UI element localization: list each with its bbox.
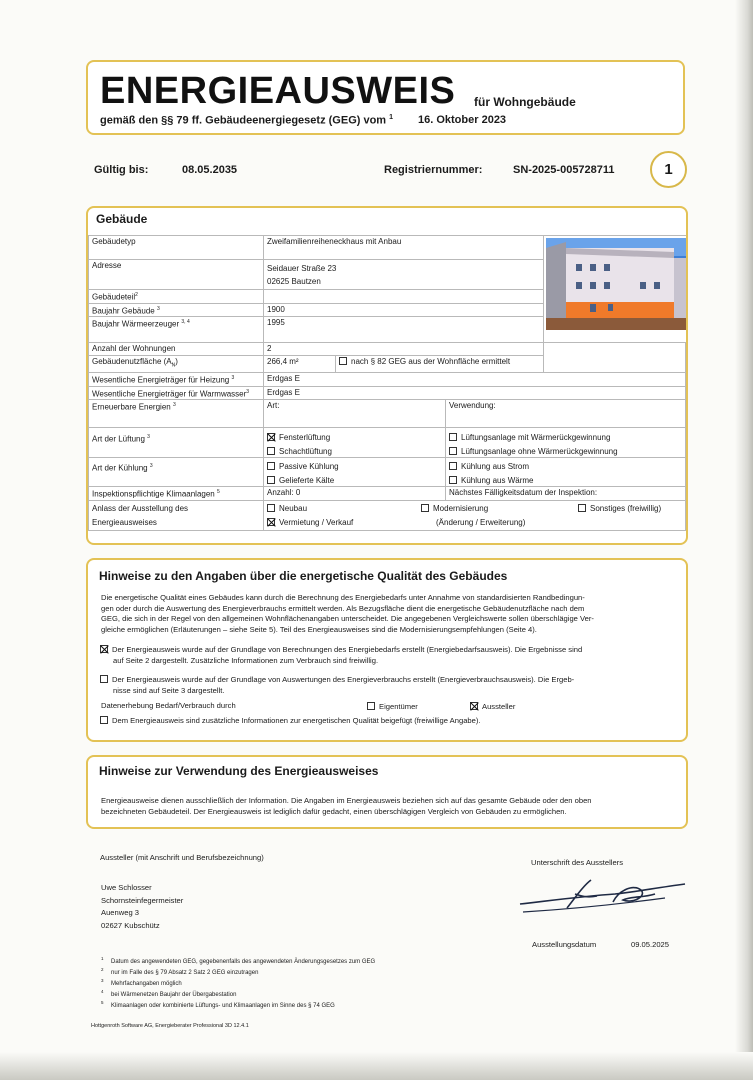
cool-heat-checkbox[interactable] bbox=[449, 476, 457, 484]
address-label: Adresse bbox=[89, 260, 264, 290]
footnotes bbox=[101, 955, 501, 1010]
ventilation-options-right: Lüftungsanlage mit Wärmerückgewinnung Lüftungsanlage ohne Wärmerückgewinnung bbox=[446, 428, 686, 458]
vent-heat-recovery-checkbox[interactable] bbox=[449, 433, 457, 441]
demand-certificate-checkbox[interactable] bbox=[100, 645, 108, 653]
issuer-street: Auenweg 3 bbox=[101, 908, 139, 917]
registration-number: SN-2025-005728711 bbox=[513, 164, 615, 176]
cool-passive-checkbox[interactable] bbox=[267, 462, 275, 470]
occasion-rent-sale-checkbox[interactable] bbox=[267, 518, 275, 526]
building-type-value: Zweifamilienreiheneckhaus mit Anbau bbox=[264, 236, 544, 260]
cooling-label: Art der Kühlung $^3$ bbox=[89, 458, 264, 487]
area-method-option: nach § 82 GEG aus der Wohnfläche ermittelt bbox=[336, 356, 544, 373]
additional-info-checkbox[interactable] bbox=[100, 716, 108, 724]
data-owner-option: Eigentümer bbox=[367, 702, 418, 711]
cooling-options-right: Kühlung aus Strom Kühlung aus Wärme bbox=[446, 458, 686, 487]
cooling-options-left: Passive Kühlung Gelieferte Kälte bbox=[264, 458, 446, 487]
renewable-label: Erneuerbare Energien $^3$ bbox=[89, 400, 264, 428]
units-label: Anzahl der Wohnungen bbox=[89, 343, 264, 356]
footnote-5: $^5$Klimaanlagen oder kombinierte Lüftungs- und Klimaanlagen im Sinne des § 74 GEG bbox=[101, 1000, 335, 1009]
building-type-label: Gebäudetyp bbox=[89, 236, 264, 260]
law-date: 16. Oktober 2023 bbox=[418, 114, 507, 126]
valid-until-label: Gültig bis: bbox=[94, 164, 149, 176]
consumption-certificate-option: Der Energieausweis wurde auf der Grundlage von Auswertungen des Energieverbrauchs erstellt (Energieverbrauchsausweis). Die Ergeb- nisse sind auf Seite 3 dargestellt. bbox=[100, 675, 684, 696]
building-photo bbox=[546, 238, 686, 330]
construction-year-label: Baujahr Gebäude $^3$ bbox=[89, 303, 264, 317]
issuer-city: 02627 Kubschütz bbox=[101, 920, 160, 930]
document-header bbox=[86, 60, 685, 135]
heating-carrier-label: Wesentliche Energieträger für Heizung $^3$ bbox=[89, 372, 264, 386]
footnote-2: $^2$nur im Falle des § 79 Absatz 2 Satz 2 GEG einzutragen bbox=[101, 967, 259, 976]
footnote-4: $^4$bei Wärmenetzen Baujahr der Übergabestation bbox=[101, 989, 237, 998]
usable-area-label: Gebäudenutzfläche $(A_N)$ bbox=[89, 356, 264, 373]
additional-info-option: Dem Energieausweis sind zusätzliche Informationen zur energetischen Qualität beigefügt (freiwillige Angabe). bbox=[100, 716, 481, 725]
building-part-value bbox=[264, 290, 544, 304]
page-bottom-shadow bbox=[0, 1052, 753, 1080]
demand-certificate-option: Der Energieausweis wurde auf der Grundlage von Berechnungen des Energiebedarfs erstellt (Energiebedarfsausweis). Die Ergebnisse sind auf Seite 2 dargestellt. Zusätzliche Informationen zum Verbrauch sind freiwillig. bbox=[100, 645, 684, 666]
building-table bbox=[88, 235, 686, 531]
issue-date-label: Ausstellungsdatum bbox=[532, 940, 597, 949]
ventilation-label: Art der Lüftung $^3$ bbox=[89, 428, 264, 458]
row-building-type bbox=[89, 236, 686, 260]
issuer-name: Uwe Schlosser bbox=[101, 883, 152, 892]
heater-year-label: Baujahr Wärmeerzeuger $^{3, 4}$ bbox=[89, 317, 264, 343]
water-carrier-value: Erdgas E bbox=[264, 386, 686, 400]
area-method-checkbox[interactable] bbox=[339, 357, 347, 365]
ventilation-options-left: Fensterlüftung Schachtlüftung bbox=[264, 428, 446, 458]
quality-notes-intro: Die energetische Qualität eines Gebäudes kann durch die Berechnung des Energiebedarfs unter Annahme von standardisierten Randbedingun- gen oder durch die Auswertung des Energieverbrauchs ermittelt werden. Als Bezugsfläche dient die energetische Gebäudenutzfläche nach dem GEG, die sich in der Regel von den allgemeinen Wohnflächenangaben unterscheidet. Die angegebenen Vergleichswerte sollen überschlägige Ver- gleiche ermöglichen (Erläuterungen – siehe Seite 5). Teil des Energieausweises sind die Modernisierungsempfehlungen (Seite 4). bbox=[101, 593, 594, 634]
vent-window-checkbox[interactable] bbox=[267, 433, 275, 441]
data-collection-label: Datenerhebung Bedarf/Verbrauch durch bbox=[101, 701, 236, 710]
page-number-badge: 1 bbox=[650, 151, 687, 188]
issuer-profession: Schornsteinfegermeister bbox=[101, 895, 184, 905]
software-credit: Hottgenroth Software AG, Energieberater Professional 3D 12.4.1 bbox=[91, 1023, 249, 1029]
construction-year-value: 1900 bbox=[264, 303, 544, 317]
vent-no-heat-recovery-checkbox[interactable] bbox=[449, 447, 457, 455]
occasion-other-checkbox[interactable] bbox=[578, 504, 586, 512]
signature-label: Unterschrift des Ausstellers bbox=[531, 858, 624, 867]
issue-date-value: 09.05.2025 bbox=[631, 940, 670, 949]
occasion-modernisation-checkbox[interactable] bbox=[421, 504, 429, 512]
building-photo-cell bbox=[544, 236, 686, 343]
data-issuer-checkbox[interactable] bbox=[470, 702, 478, 710]
document-title: ENERGIEAUSWEIS bbox=[100, 70, 456, 112]
issuer-label: Aussteller (mit Anschrift und Berufsbezeichnung) bbox=[100, 853, 264, 862]
inspection-count: Anzahl: 0 bbox=[264, 487, 446, 501]
valid-until-value: 08.05.2035 bbox=[182, 164, 238, 176]
building-section-title: Gebäude bbox=[96, 212, 148, 226]
usable-area-value: 266,4 m² bbox=[264, 356, 336, 373]
usage-notes-text: Energieausweise dienen ausschließlich der Information. Die Angaben im Energieausweis beziehen sich auf das gesamte Gebäude oder den oben bezeichneten Gebäudeteil. Der Energieausweis ist lediglich dafür gedacht, einen überschlägigen Vergleich von Gebäuden zu ermöglichen. bbox=[101, 796, 592, 816]
cool-delivered-checkbox[interactable] bbox=[267, 476, 275, 484]
consumption-certificate-checkbox[interactable] bbox=[100, 675, 108, 683]
data-owner-checkbox[interactable] bbox=[367, 702, 375, 710]
cool-power-checkbox[interactable] bbox=[449, 462, 457, 470]
address-value: Seidauer Straße 23 02625 Bautzen bbox=[264, 260, 544, 290]
issuer-signature bbox=[515, 872, 695, 922]
issuer-address bbox=[101, 882, 183, 932]
occasion-label: Anlass der Ausstellung des Energieausweises bbox=[89, 500, 264, 530]
units-value: 2 bbox=[264, 343, 544, 356]
renewable-type: Art: bbox=[264, 400, 446, 428]
footnote-3: $^3$Mehrfachangaben möglich bbox=[101, 978, 182, 987]
quality-notes-title: Hinweise zu den Angaben über die energetische Qualität des Gebäudes bbox=[99, 569, 508, 583]
footnote-1: $^1$Datum des angewendeten GEG, gegebenenfalls des angewendeten Änderungsgesetzes zum GEG bbox=[101, 956, 376, 965]
usage-notes-title: Hinweise zur Verwendung des Energieausweises bbox=[99, 764, 379, 778]
building-part-label: Gebäudeteil$^2$ bbox=[89, 290, 264, 304]
heater-year-value: 1995 bbox=[264, 317, 544, 343]
occasion-new-checkbox[interactable] bbox=[267, 504, 275, 512]
water-carrier-label: Wesentliche Energieträger für Warmwasser$^3$ bbox=[89, 386, 264, 400]
document-subtitle: für Wohngebäude bbox=[474, 95, 576, 109]
registration-label: Registriernummer: bbox=[384, 164, 483, 176]
occasion-options: Neubau Vermietung / Verkauf Modernisierung (Änderung / Erweiterung) Sonstiges (freiwillig) bbox=[264, 500, 686, 530]
law-reference: gemäß den §§ 79 ff. Gebäudeenergiegesetz (GEG) vom $^1$ bbox=[100, 114, 394, 127]
heating-carrier-value: Erdgas E bbox=[264, 372, 686, 386]
page-edge-shadow bbox=[735, 0, 753, 1080]
inspection-due: Nächstes Fälligkeitsdatum der Inspektion: bbox=[446, 487, 686, 501]
vent-shaft-checkbox[interactable] bbox=[267, 447, 275, 455]
data-issuer-option: Aussteller bbox=[470, 702, 515, 711]
renewable-use: Verwendung: bbox=[446, 400, 686, 428]
inspection-label: Inspektionspflichtige Klimaanlagen $^5$ bbox=[89, 487, 264, 501]
